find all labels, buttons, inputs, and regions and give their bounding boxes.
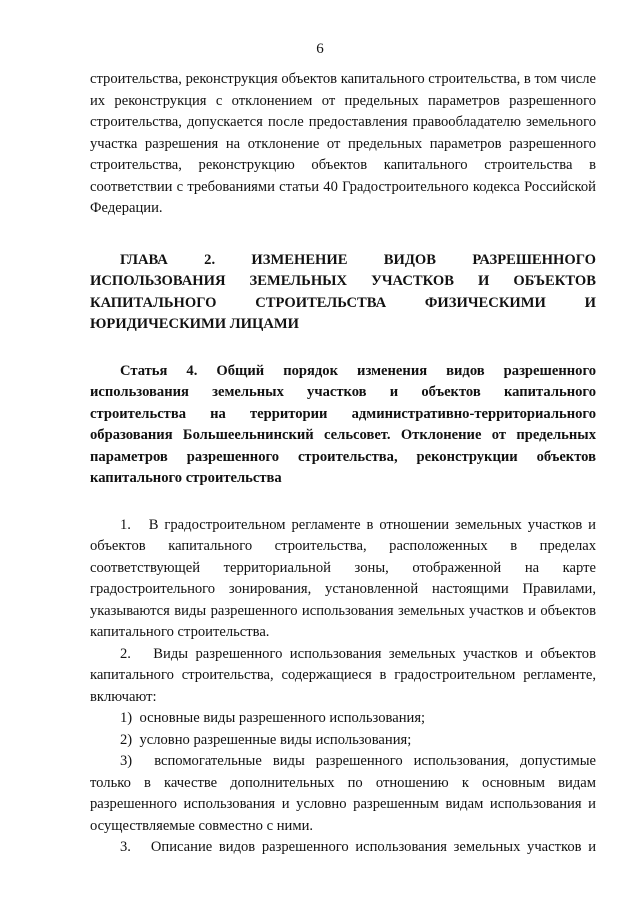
list-item-conditional-uses: 2) условно разрешенные виды использования; — [120, 731, 412, 748]
page-number: 6 — [316, 41, 324, 57]
paragraph-item-1: 1. В градостроительном регламенте в отношении земельных участков и объектов капитального строительства, расположенных в пределах соответствующей территориальной зоны, отображенной на карте градостроительного зонирования, установленной настоящими Правилами, указываются виды разрешенного использования земельных участков и объектов капитального строительства. — [90, 516, 596, 640]
paragraph-item-3: 3. Описание видов разрешенного использования земельных участков и — [120, 839, 596, 855]
document-body — [90, 69, 596, 859]
spacer — [90, 490, 596, 515]
paragraph-item-2: 2. Виды разрешенного использования земельных участков и объектов капитального строительства, содержащиеся в градостроительном регламенте, включают: — [90, 645, 596, 705]
chapter-heading: ГЛАВА 2. ИЗМЕНЕНИЕ ВИДОВ РАЗРЕШЕННОГО ИСПОЛЬЗОВАНИЯ ЗЕМЕЛЬНЫХ УЧАСТКОВ И ОБЪЕКТОВ КАПИТАЛЬНОГО СТРОИТЕЛЬСТВА ФИЗИЧЕСКИМИ И ЮРИДИЧЕСКИМИ ЛИЦАМИ — [90, 251, 596, 332]
list-item-main-uses: 1) основные виды разрешенного использования; — [120, 710, 426, 726]
article-heading: Статья 4. Общий порядок изменения видов разрешенного использования земельных участков и объектов капитального строительства на территории административно-территориального образования Большеельнинский сельсовет. Отклонение от предельных параметров разрешенного строительства, реконструкции объектов капитального строительства — [90, 362, 596, 486]
list-item-auxiliary-uses: 3) вспомогательные виды разрешенного использования, допустимые только в качестве дополнительных по отношению к основным видам разрешенного использования и условно разрешенным видам использования и осуществляемые совместно с ними. — [90, 753, 596, 834]
intro-paragraph: строительства, реконструкция объектов капитального строительства, в том числе их реконструкция с отклонением от предельных параметров разрешенного строительства, допускается после предоставления правообладателю земельного участка разрешения на отклонение от предельных параметров разрешенного строительства, реконструкцию объектов капитального строительства в соответствии с требованиями статьи 40 Градостроительного кодекса Российской Федерации. — [90, 71, 596, 216]
